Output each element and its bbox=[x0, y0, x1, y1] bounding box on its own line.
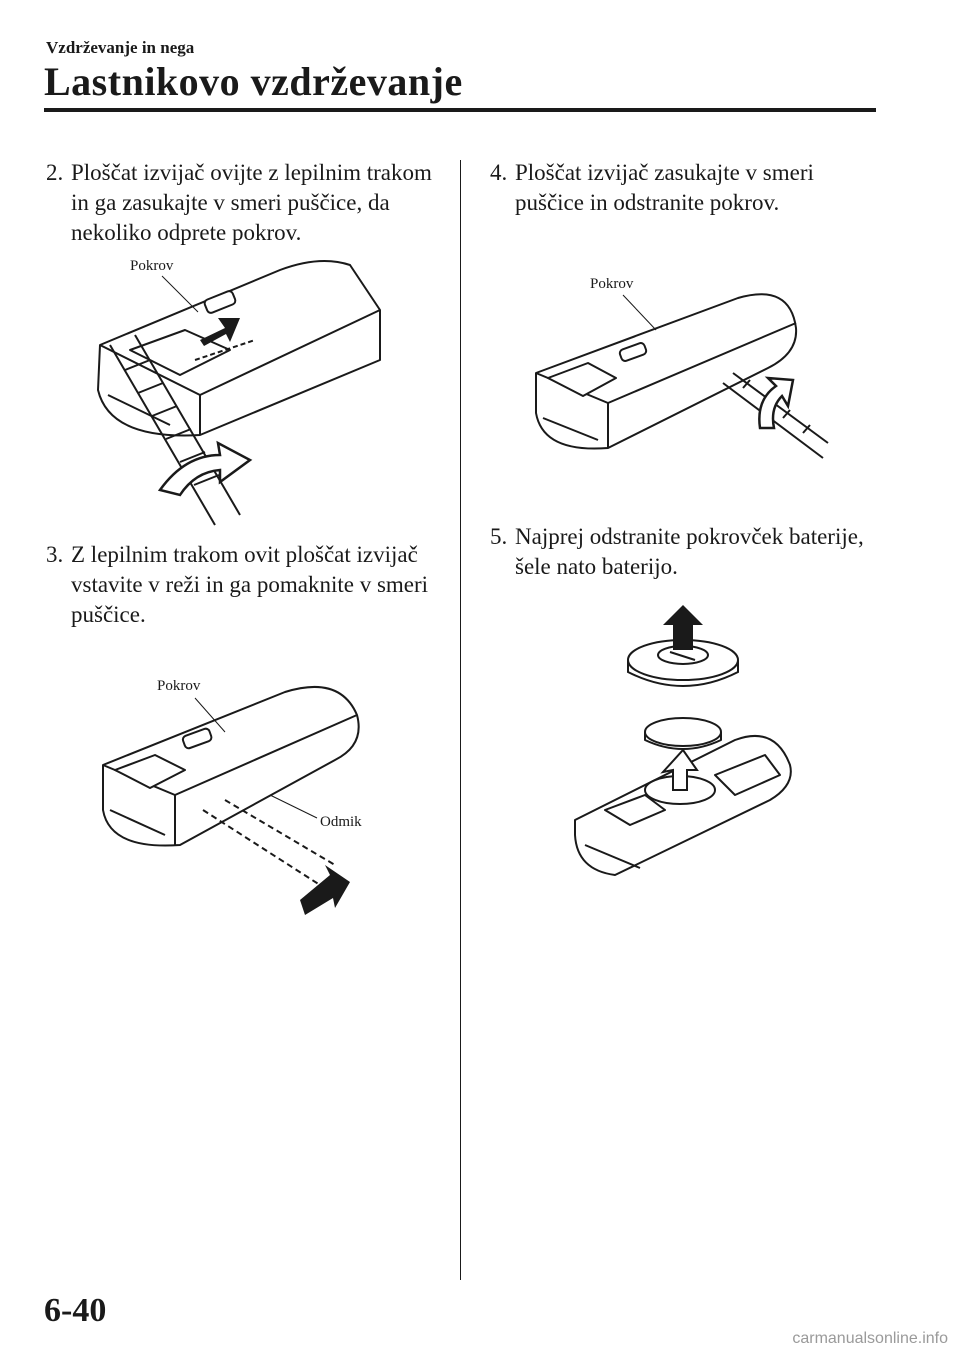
callout-label: Pokrov bbox=[590, 276, 634, 292]
step-number: 4. bbox=[490, 160, 508, 185]
column-divider bbox=[460, 160, 461, 1280]
step-line: Ploščat izvijač ovijte z lepilnim trakom bbox=[71, 160, 432, 185]
page-number: 6-40 bbox=[44, 1292, 107, 1329]
step-line: Ploščat izvijač zasukajte v smeri bbox=[515, 160, 814, 185]
step-2 bbox=[46, 158, 446, 248]
step-5 bbox=[490, 522, 910, 582]
figure-step-5 bbox=[565, 600, 805, 890]
step-3 bbox=[46, 540, 446, 630]
figure-step-2 bbox=[90, 250, 390, 530]
chapter-title: Lastnikovo vzdrževanje bbox=[44, 59, 463, 104]
section-label: Vzdrževanje in nega bbox=[46, 38, 195, 57]
step-line: puščice. bbox=[71, 602, 146, 627]
figure-step-4 bbox=[528, 268, 838, 468]
header-rule bbox=[44, 108, 876, 112]
callout-label: Odmik bbox=[320, 814, 362, 830]
step-line: šele nato baterijo. bbox=[515, 554, 678, 579]
callout-label: Pokrov bbox=[157, 678, 201, 694]
step-number: 3. bbox=[46, 542, 64, 567]
step-line: Najprej odstranite pokrovček baterije, bbox=[515, 524, 864, 549]
step-line: puščice in odstranite pokrov. bbox=[515, 190, 780, 215]
step-number: 5. bbox=[490, 524, 508, 549]
step-line: Z lepilnim trakom ovit ploščat izvijač bbox=[71, 542, 418, 567]
step-line: vstavite v reži in ga pomaknite v smeri bbox=[71, 572, 429, 597]
figure-step-3 bbox=[95, 670, 385, 930]
step-4 bbox=[490, 158, 890, 218]
callout-label: Pokrov bbox=[130, 258, 174, 274]
watermark: carmanualsonline.info bbox=[792, 1330, 948, 1347]
step-line: nekoliko odprete pokrov. bbox=[71, 220, 302, 245]
step-line: in ga zasukajte v smeri puščice, da bbox=[71, 190, 390, 215]
step-number: 2. bbox=[46, 160, 64, 185]
